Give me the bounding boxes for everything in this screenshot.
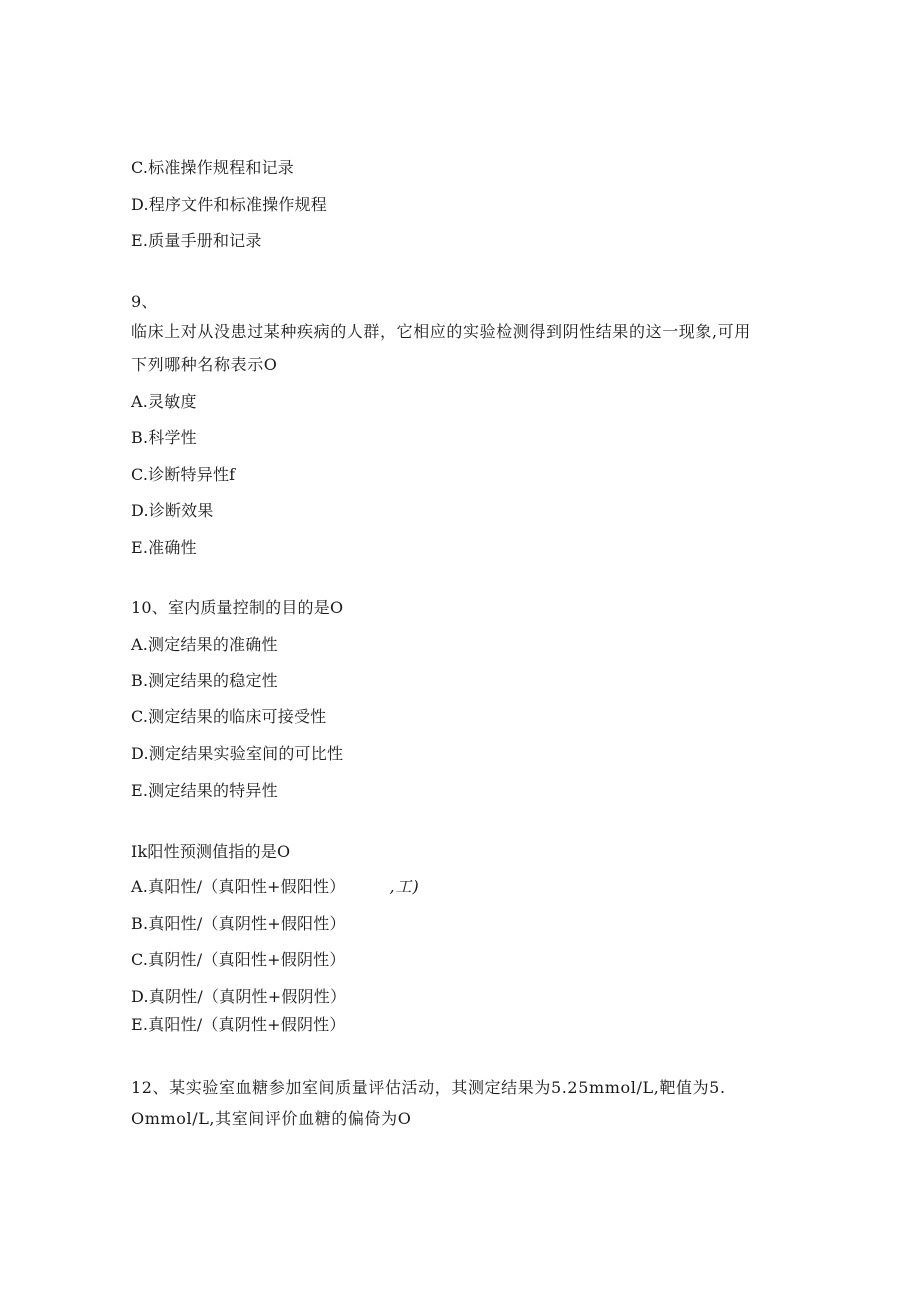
q8-option-d: D.程序文件和标准操作规程 bbox=[131, 195, 327, 214]
q10-option-a: A.测定结果的准确性 bbox=[131, 635, 278, 654]
q11-option-a bbox=[131, 877, 420, 897]
q11-option-a-text: A.真阳性/（真阳性+假阳性） bbox=[131, 877, 346, 896]
q11-option-c: C.真阴性/（真阳性+假阴性） bbox=[131, 950, 346, 969]
q9-number: 9、 bbox=[131, 292, 158, 311]
q12-stem-line1: 12、某实验室血糖参加室间质量评估活动，其测定结果为5.25mmol/L,靶值为5. bbox=[131, 1078, 726, 1097]
q9-option-e: E.准确性 bbox=[131, 538, 197, 557]
q9-stem-line2: 下列哪种名称表示O bbox=[131, 355, 278, 374]
q9-option-b: B.科学性 bbox=[131, 428, 197, 447]
q9-option-d: D.诊断效果 bbox=[131, 501, 214, 520]
q11-option-a-stray-mark: ,工) bbox=[389, 877, 420, 896]
q11-option-b: B.真阳性/（真阴性+假阳性） bbox=[131, 914, 346, 933]
q9-option-c: C.诊断特异性f bbox=[131, 465, 236, 484]
q11-option-e: E.真阳性/（真阴性+假阴性） bbox=[131, 1015, 346, 1034]
q10-option-e: E.测定结果的特异性 bbox=[131, 781, 278, 800]
q10-option-d: D.测定结果实验室间的可比性 bbox=[131, 744, 344, 763]
q8-option-c: C.标准操作规程和记录 bbox=[131, 158, 294, 177]
q10-option-b: B.测定结果的稳定性 bbox=[131, 671, 278, 690]
q12-stem-line2: Ommol/L,其室间评价血糖的偏倚为O bbox=[131, 1109, 412, 1128]
q8-option-e: E.质量手册和记录 bbox=[131, 231, 262, 250]
q11-option-d: D.真阴性/（真阴性+假阴性） bbox=[131, 987, 347, 1006]
q9-option-a: A.灵敏度 bbox=[131, 392, 197, 411]
q10-option-c: C.测定结果的临床可接受性 bbox=[131, 707, 327, 726]
q9-stem-line1: 临床上对从没患过某种疾病的人群，它相应的实验检测得到阴性结果的这一现象,可用 bbox=[131, 322, 751, 341]
q11-stem: Ik阳性预测值指的是O bbox=[131, 842, 291, 861]
q10-stem: 10、室内质量控制的目的是O bbox=[131, 598, 344, 617]
